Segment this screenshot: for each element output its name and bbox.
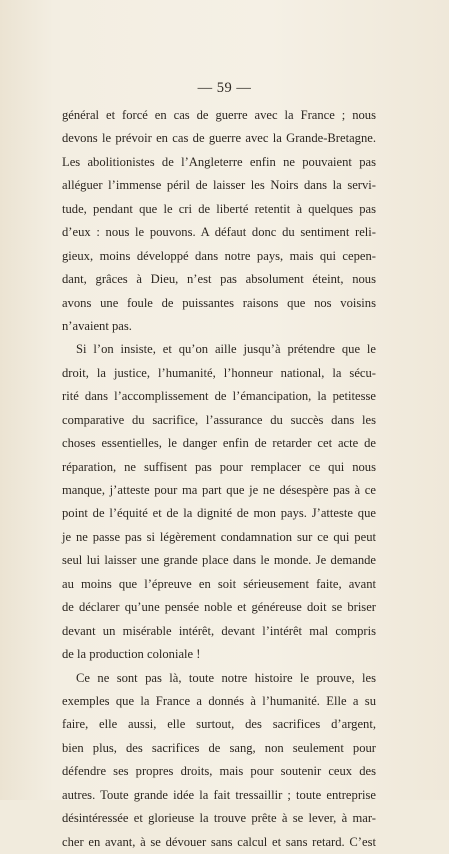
text-line: devons le prévoir en cas de guerre avec la Grande-Bretagne. [62,131,376,146]
text-line: autres. Toute grande idée la fait tressaillir ; toute entreprise [62,787,376,802]
text-line: d’eux : nous le pouvons. A défaut donc du sentiment reli- [62,225,376,240]
text-line: réparation, ne suffisent pas pour remplacer ce qui nous [62,459,376,474]
text-line: gieux, moins développé dans notre pays, mais qui cepen- [62,248,376,263]
text-line: exemples que la France a donnés à l’humanité. Elle a su [62,693,376,708]
text-line: n’avaient pas. [62,318,132,333]
text-line: cher en avant, à se dévouer sans calcul et sans retard. C’est [62,834,376,849]
text-line: dant, grâces à Dieu, n’est pas absolument éteint, nous [62,272,376,287]
page-number: — 59 — [197,80,252,96]
text-line: de déclarer qu’une pensée noble et généreuse doit se briser [62,600,376,615]
text-line: bien plus, des sacrifices de sang, non seulement pour [62,740,376,755]
text-line: défendre ses propres droits, mais pour soutenir ceux des [62,764,376,779]
body-text [62,104,376,854]
text-line: je ne passe pas si légèrement condamnation sur ce qui peut [62,529,376,544]
text-line: droit, la justice, l’humanité, l’honneur national, la sécu- [62,365,376,380]
text-line: faire, elle aussi, elle surtout, des sacrifices d’argent, [62,717,376,732]
text-line: au moins que l’épreuve en soit sérieusement faite, avant [62,576,376,591]
text-line: choses essentielles, le danger enfin de retarder cet acte de [62,436,376,451]
text-line: devant un misérable intérêt, devant l’intérêt mal compris [62,623,376,638]
text-line: Les abolitionistes de l’Angleterre enfin ne pouvaient pas [62,154,376,169]
text-line: point de l’équité et de la dignité de mon pays. J’atteste que [62,506,376,521]
text-line: avons une foule de puissantes raisons que nos voisins [62,295,376,310]
text-line: désintéressée et glorieuse la trouve prête à se lever, à mar- [62,811,376,826]
text-line: rité dans l’accomplissement de l’émancipation, la petitesse [62,389,376,404]
text-line: comparative du sacrifice, l’assurance du succès dans les [62,412,376,427]
text-line: tude, pendant que le cri de liberté retentit à quelques pas [62,201,376,216]
text-line: seul lui laisser une grande place dans le monde. Je demande [62,553,376,568]
text-line: Ce ne sont pas là, toute notre histoire le prouve, les [76,670,376,685]
text-line: alléguer l’immense péril de laisser les Noirs dans la servi- [62,178,376,193]
text-line: Si l’on insiste, et qu’on aille jusqu’à prétendre que le [76,342,376,357]
text-line: manque, j’atteste pour ma part que je ne désespère pas à ce [62,483,376,497]
text-line: général et forcé en cas de guerre avec la France ; nous [62,108,376,122]
text-line: de la production coloniale ! [62,647,201,662]
